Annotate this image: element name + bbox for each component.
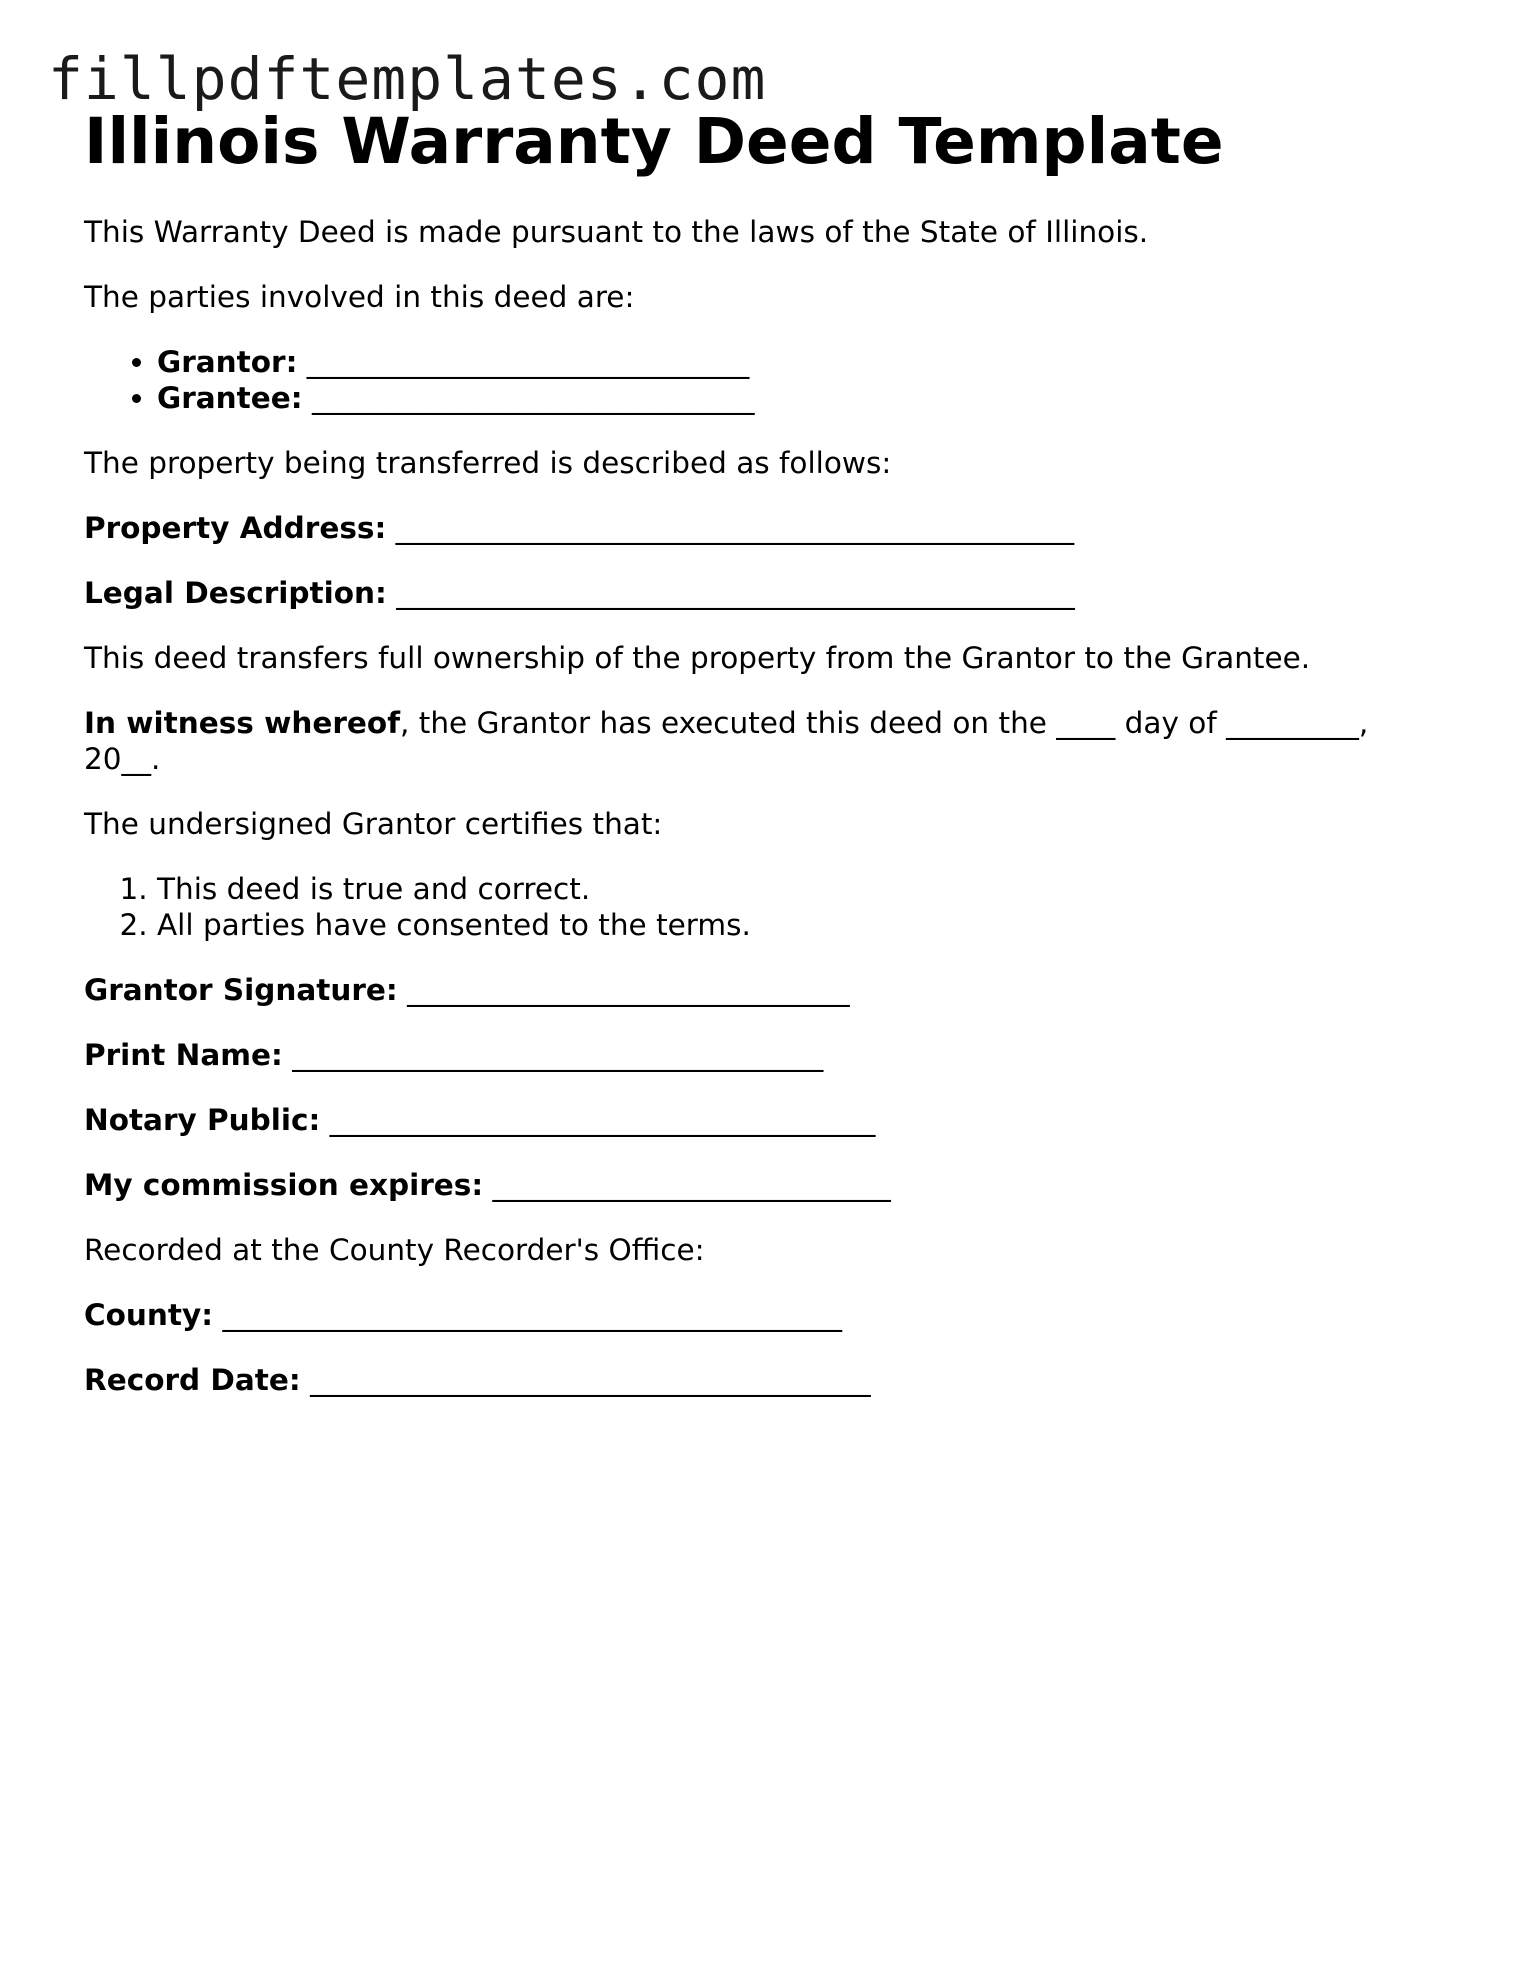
certify-heading: The undersigned Grantor certifies that:	[84, 807, 663, 841]
list-item-grantor	[157, 344, 1454, 380]
parties-heading: The parties involved in this deed are:	[84, 280, 635, 314]
record-date-label: Record Date:	[84, 1363, 301, 1397]
recorded-heading: Recorded at the County Recorder's Office:	[84, 1233, 705, 1267]
parties-list	[84, 344, 1454, 416]
list-item: 2. All parties have consented to the terms.	[157, 907, 1454, 943]
commission-expires-blank[interactable]: ___________________________	[492, 1168, 891, 1202]
transfer-statement: This deed transfers full ownership of the property from the Grantor to the Grantee.	[84, 641, 1311, 675]
property-address-line	[84, 510, 1454, 546]
county-line	[84, 1297, 1454, 1333]
grantor-label: Grantor:	[157, 345, 298, 379]
county-label: County:	[84, 1298, 214, 1332]
witness-rest: , the Grantor has executed this deed on the ____ day of _________, 20__.	[84, 706, 1369, 776]
page-title: Illinois Warranty Deed Template	[84, 105, 1224, 178]
property-address-blank[interactable]: ______________________________________________	[395, 511, 1075, 545]
witness-clause	[84, 705, 1454, 777]
list-item: 1. This deed is true and correct.	[157, 871, 1454, 907]
site-watermark: fillpdftemplates.com	[48, 45, 767, 113]
list-item-grantee	[157, 380, 1454, 416]
legal-description-blank[interactable]: ______________________________________________	[396, 576, 1075, 610]
witness-bold: In witness whereof	[84, 706, 401, 740]
legal-description-label: Legal Description:	[84, 576, 387, 610]
grantor-signature-line	[84, 972, 1454, 1008]
commission-expires-line	[84, 1167, 1454, 1203]
document-body	[84, 104, 1454, 1398]
print-name-line	[84, 1037, 1454, 1073]
legal-description-line	[84, 575, 1454, 611]
property-address-label: Property Address:	[84, 511, 387, 545]
grantee-blank[interactable]: ______________________________	[311, 381, 755, 415]
notary-public-label: Notary Public:	[84, 1103, 321, 1137]
grantor-signature-label: Grantor Signature:	[84, 973, 398, 1007]
property-heading: The property being transferred is described as follows:	[84, 446, 892, 480]
county-blank[interactable]: __________________________________________	[222, 1298, 842, 1332]
grantor-blank[interactable]: ______________________________	[306, 345, 750, 379]
notary-public-blank[interactable]: _____________________________________	[329, 1103, 876, 1137]
grantor-signature-blank[interactable]: ______________________________	[407, 973, 850, 1007]
record-date-blank[interactable]: ______________________________________	[310, 1363, 871, 1397]
notary-public-line	[84, 1102, 1454, 1138]
print-name-blank[interactable]: ____________________________________	[292, 1038, 824, 1072]
print-name-label: Print Name:	[84, 1038, 283, 1072]
grantee-label: Grantee:	[157, 381, 303, 415]
certifications-list	[84, 871, 1454, 943]
commission-expires-label: My commission expires:	[84, 1168, 484, 1202]
intro-text: This Warranty Deed is made pursuant to the laws of the State of Illinois.	[84, 215, 1149, 249]
record-date-line	[84, 1362, 1454, 1398]
